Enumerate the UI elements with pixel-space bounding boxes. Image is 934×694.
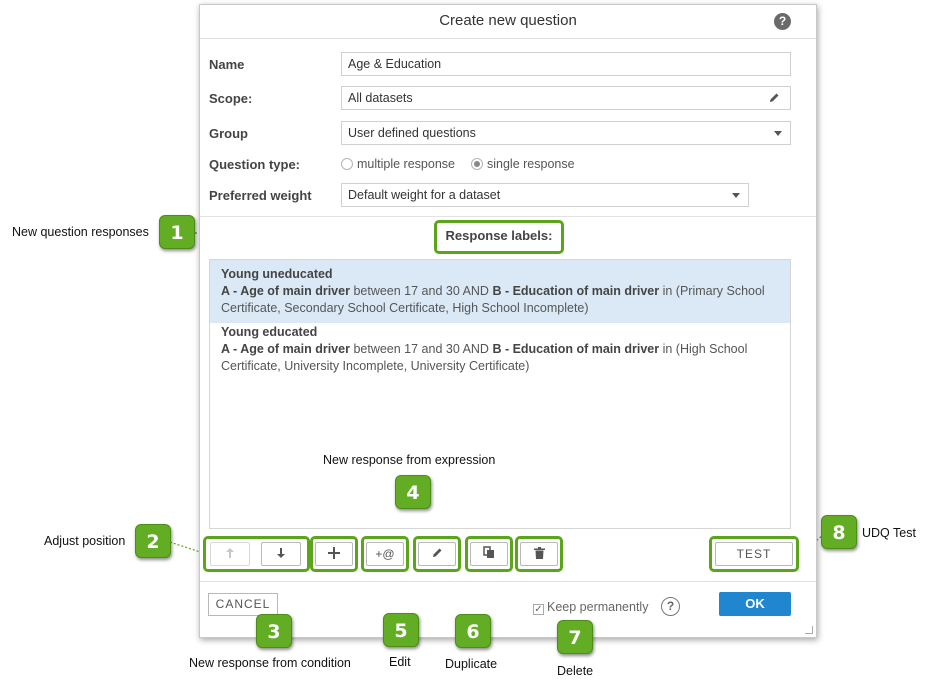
ok-button[interactable]: OK	[719, 592, 791, 616]
plus-icon	[328, 547, 340, 559]
radio-multiple-response[interactable]	[341, 157, 455, 171]
callout-badge-1: 1	[159, 215, 195, 249]
group-select[interactable]	[341, 121, 791, 145]
callout-badge-8: 8	[821, 515, 857, 549]
name-input[interactable]: Age & Education	[341, 52, 791, 76]
callout-note-7: Delete	[557, 664, 594, 678]
cond-a-text: between 17 and 30 AND	[349, 342, 493, 356]
create-question-dialog	[199, 4, 817, 638]
cancel-button[interactable]: CANCEL	[208, 593, 278, 616]
delete-button[interactable]	[520, 542, 558, 566]
test-button[interactable]: TEST	[715, 542, 793, 566]
pencil-icon[interactable]	[768, 92, 780, 104]
callout-note-6: Duplicate	[445, 657, 498, 671]
divider	[200, 216, 816, 217]
arrow-up-icon	[225, 547, 235, 559]
chevron-down-icon	[774, 131, 782, 136]
callout-note-1: New question responses	[12, 225, 149, 239]
copy-icon	[483, 546, 495, 559]
callout-badge-7: 7	[557, 620, 593, 654]
group-value: User defined questions	[348, 126, 476, 140]
response-name: Young educated	[221, 325, 318, 339]
group-label: Group	[209, 126, 248, 141]
radio-on-icon	[471, 158, 483, 170]
callout-badge-3: 3	[256, 614, 292, 648]
add-expression-button[interactable]: +@	[366, 542, 404, 566]
divider	[200, 581, 816, 582]
cond-a-text: between 17 and 30 AND	[349, 284, 493, 298]
keep-permanently-checkbox[interactable]	[533, 600, 648, 615]
callout-badge-5: 5	[383, 613, 419, 647]
cond-b-label: B - Education of main driver	[492, 342, 660, 356]
preferred-weight-label: Preferred weight	[209, 188, 312, 203]
dialog-title: Create new question	[200, 5, 816, 39]
checkmark-icon: ✓	[534, 604, 543, 615]
scope-input[interactable]	[341, 86, 791, 110]
trash-icon	[534, 547, 545, 559]
callout-badge-4: 4	[395, 475, 431, 509]
response-name: Young uneducated	[221, 267, 333, 281]
callout-frame-responses	[434, 220, 564, 254]
cond-b-text: in (High School Certificate, University Incomplete, University Certificate)	[221, 342, 748, 373]
cond-a-label: A - Age of main driver	[221, 342, 350, 356]
preferred-weight-select[interactable]	[341, 183, 749, 207]
duplicate-button[interactable]	[470, 542, 508, 566]
question-type-label: Question type:	[209, 157, 301, 172]
list-item[interactable]	[210, 318, 790, 381]
help-icon[interactable]: ?	[661, 597, 680, 616]
callout-note-8: UDQ Test	[862, 526, 916, 540]
arrow-down-icon	[276, 547, 286, 559]
radio-off-icon	[341, 158, 353, 170]
cond-b-label: B - Education of main driver	[492, 284, 660, 298]
callout-badge-6: 6	[455, 614, 491, 648]
scope-value: All datasets	[348, 91, 413, 105]
radio-single-response[interactable]	[471, 157, 575, 171]
response-condition	[221, 283, 779, 317]
callout-note-5: Edit	[389, 655, 411, 669]
preferred-weight-value: Default weight for a dataset	[348, 188, 501, 202]
radio-multiple-label: multiple response	[357, 157, 455, 171]
pencil-icon	[431, 547, 443, 559]
scope-label: Scope:	[209, 91, 253, 106]
resize-grip-icon[interactable]	[805, 626, 813, 634]
response-labels-heading: Response labels:	[445, 228, 553, 243]
move-down-button[interactable]	[261, 542, 301, 566]
help-icon[interactable]: ?	[774, 13, 791, 30]
callout-note-2: Adjust position	[44, 534, 126, 548]
cond-b-text: in (Primary School Certificate, Secondary School Certificate, High School Incomplete)	[221, 284, 765, 315]
keep-permanently-label: Keep permanently	[547, 600, 649, 614]
move-up-button[interactable]	[210, 542, 250, 566]
cond-a-label: A - Age of main driver	[221, 284, 350, 298]
add-response-button[interactable]	[315, 542, 353, 566]
callout-note-4: New response from expression	[323, 453, 496, 467]
response-list[interactable]	[209, 259, 791, 529]
callout-badge-2: 2	[135, 524, 171, 558]
chevron-down-icon	[732, 193, 740, 198]
edit-button[interactable]	[418, 542, 456, 566]
response-condition	[221, 341, 779, 375]
name-label: Name	[209, 57, 245, 72]
list-item[interactable]	[210, 260, 790, 323]
radio-single-label: single response	[487, 157, 575, 171]
callout-note-3: New response from condition	[189, 656, 351, 670]
